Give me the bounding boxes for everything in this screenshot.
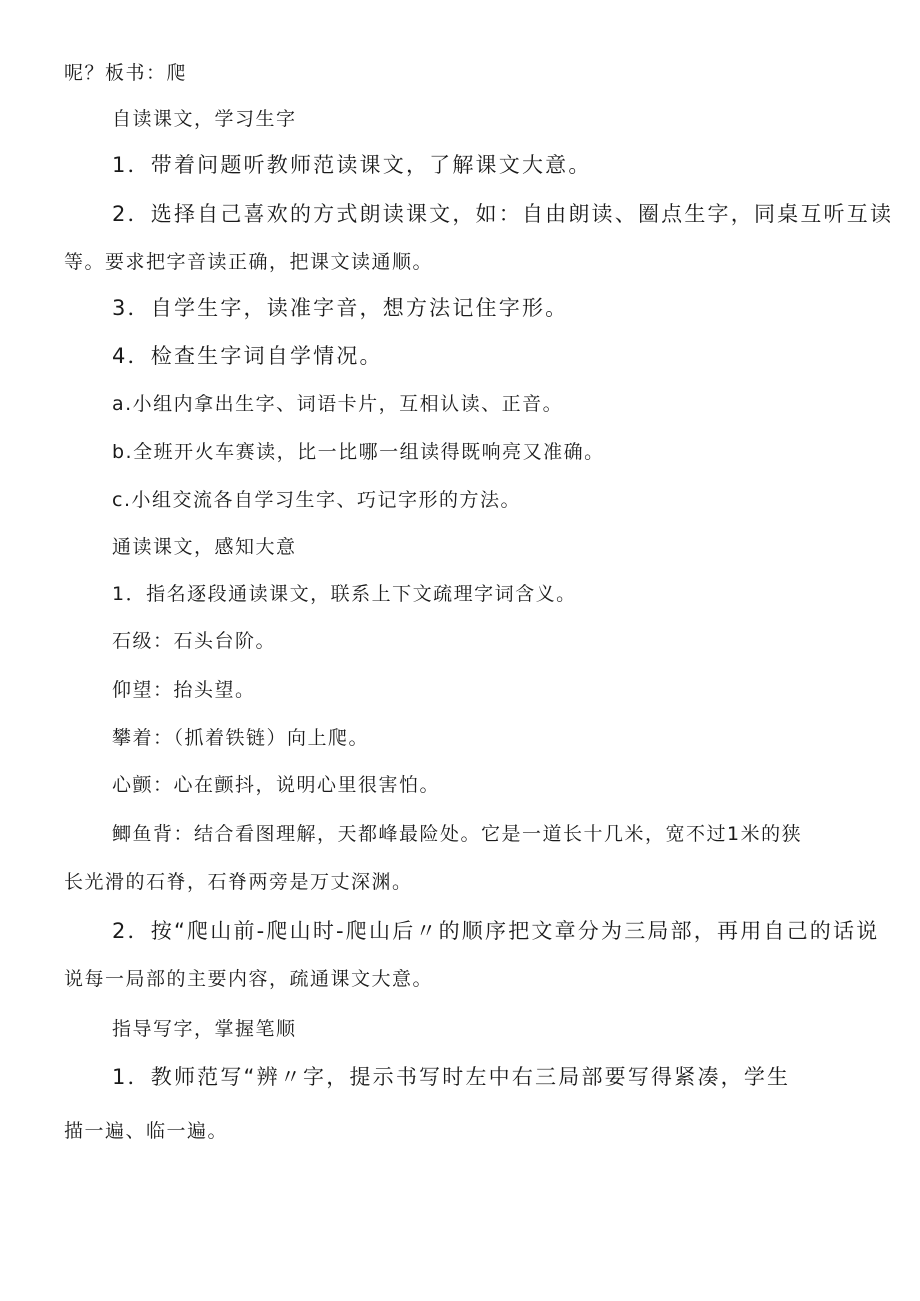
text-line-12: 1．指名逐段通读课文，联系上下文疏理字词含义。 xyxy=(112,583,577,605)
text-line-14: 仰望：抬头望。 xyxy=(112,679,256,701)
text-line-5: 等。要求把字音读正确，把课文读通顺。 xyxy=(64,251,434,273)
text-line-22: 1．教师范写“辨〃字，提示书写时左中右三局部要写得紧凑，学生 xyxy=(112,1065,791,1089)
text-line-3: 1．带着问题听教师范读课文，了解课文大意。 xyxy=(112,153,592,177)
section-heading-writing: 指导写字，掌握笔顺 xyxy=(112,1018,297,1040)
text-line-13: 石级：石头台阶。 xyxy=(112,630,277,652)
section-heading-read-through: 通读课文，感知大意 xyxy=(112,536,297,558)
text-line-9: b.全班开火车赛读，比一比哪一组读得既响亮又准确。 xyxy=(112,441,605,463)
text-line-1: 呢？板书：爬 xyxy=(64,62,188,84)
section-heading-self-read: 自读课文，学习生字 xyxy=(112,108,297,130)
text-line-17: 鲫鱼背：结合看图理解，天都峰最险处。它是一道长十几米，宽不过1米的狭 xyxy=(112,823,803,845)
text-line-10: c.小组交流各自学习生字、巧记字形的方法。 xyxy=(112,489,521,511)
text-line-7: 4．检查生字词自学情况。 xyxy=(112,344,383,368)
text-line-19: 2．按“爬山前-爬山时-爬山后〃的顺序把文章分为三局部，再用自己的话说 xyxy=(112,919,880,943)
text-line-4: 2．选择自己喜欢的方式朗读课文，如：自由朗读、圈点生字，同桌互听互读 xyxy=(112,202,894,226)
text-line-20: 说每一局部的主要内容，疏通课文大意。 xyxy=(64,968,434,990)
text-line-8: a.小组内拿出生字、词语卡片，互相认读、正音。 xyxy=(112,393,564,415)
text-line-16: 心颤：心在颤抖，说明心里很害怕。 xyxy=(112,774,441,796)
text-line-15: 攀着：（抓着铁链）向上爬。 xyxy=(112,727,370,749)
text-line-6: 3．自学生字，读准字音，想方法记住字形。 xyxy=(112,296,569,320)
text-line-18: 长光滑的石脊，石脊两旁是万丈深渊。 xyxy=(64,871,413,893)
text-line-23: 描一遍、临一遍。 xyxy=(64,1120,229,1142)
